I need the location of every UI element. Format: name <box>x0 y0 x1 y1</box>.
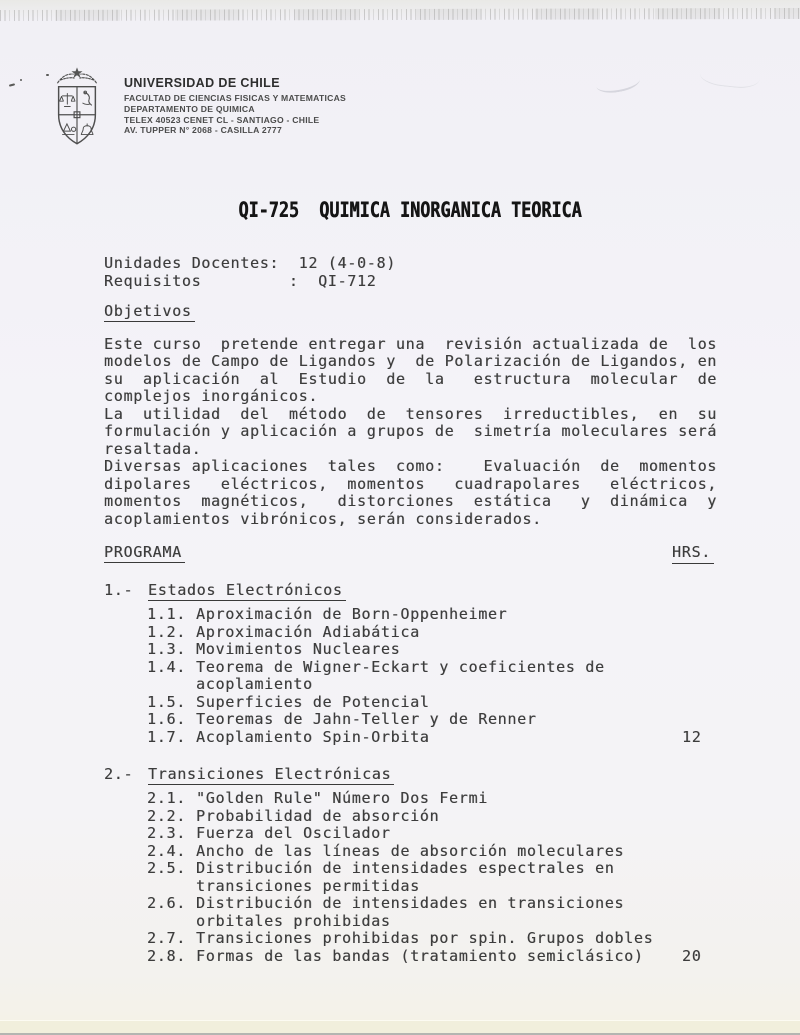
pencil-mark <box>699 57 761 90</box>
paragraph-line: resaltada. <box>104 439 202 458</box>
program-section <box>104 582 720 746</box>
university-seal-logo <box>48 64 106 150</box>
program-item <box>147 930 720 948</box>
program-item <box>147 948 720 966</box>
item-line: Aproximación Adiabática <box>196 622 420 641</box>
item-line: orbitales prohibidas <box>196 911 391 930</box>
scanner-noise-band <box>0 8 800 21</box>
course-meta <box>104 255 720 290</box>
section-number: 2.- <box>104 765 134 783</box>
item-line: Aproximación de Born-Oppenheimer <box>196 605 508 623</box>
item-line: Transiciones prohibidas por spin. Grupos dobles <box>196 929 654 947</box>
item-line: acoplamiento <box>196 675 313 693</box>
program-item <box>147 895 720 930</box>
item-line: transiciones permitidas <box>196 876 420 895</box>
program-item <box>147 659 720 694</box>
item-text <box>196 808 720 826</box>
program-item <box>147 606 720 624</box>
item-line: Teoremas de Jahn-Teller y de Renner <box>196 710 537 728</box>
item-line: Distribución de intensidades espectrales en <box>196 859 615 877</box>
program-item <box>147 843 720 861</box>
paragraph-line: acoplamientos vibrónicos, serán considerados. <box>104 509 542 528</box>
item-text <box>196 729 720 747</box>
item-text <box>196 624 720 642</box>
section-heading <box>104 582 720 600</box>
paragraph-line: modelos de Campo de Ligandos y de Polarización de Ligandos, en <box>104 352 718 370</box>
item-number: 1.3. <box>147 640 186 658</box>
item-line: Distribución de intensidades en transiciones <box>196 894 625 912</box>
letterhead-text <box>124 64 346 150</box>
program-item <box>147 624 720 642</box>
item-text <box>196 711 720 729</box>
letterhead-line: AV. TUPPER N° 2068 - CASILLA 2777 <box>124 125 282 136</box>
paragraph-line: La utilidad del método de tensores irreductibles, en su <box>104 404 718 423</box>
item-number: 1.1. <box>147 605 186 623</box>
pencil-mark <box>595 70 641 95</box>
paragraph-line: momentos magnéticos, distorciones estática y dinámica y <box>104 492 718 510</box>
program-item <box>147 729 720 747</box>
program-item <box>147 641 720 659</box>
next-sheet-edge <box>0 1020 800 1035</box>
item-line: Formas de las bandas (tratamiento semiclásico) <box>196 946 644 965</box>
paragraph-line: su aplicación al Estudio de la estructura molecular de <box>104 369 718 388</box>
item-number: 2.5. <box>147 859 186 877</box>
item-number: 1.2. <box>147 622 186 641</box>
objectives-paragraph <box>104 336 720 529</box>
item-number: 2.8. <box>147 946 186 965</box>
item-line: Fuerza del Oscilador <box>196 824 391 842</box>
program-item <box>147 808 720 826</box>
item-line: Probabilidad de absorción <box>196 806 440 825</box>
paragraph-line: formulación y aplicación a grupos de simetría moleculares será <box>104 422 718 440</box>
program-section <box>104 766 720 965</box>
hours-heading: HRS. <box>672 544 714 564</box>
section-number: 1.- <box>104 581 134 599</box>
item-hours: 12 <box>682 727 702 746</box>
course-title: QI-725 QUIMICA INORGANICA TEORICA <box>238 198 582 223</box>
item-line: Acoplamiento Spin-Orbita <box>196 727 430 746</box>
item-text <box>196 641 720 659</box>
item-text <box>196 790 720 808</box>
program-item <box>147 860 720 895</box>
item-text <box>196 659 720 694</box>
teaching-units-line: Unidades Docentes: 12 (4-0-8) <box>104 254 396 272</box>
item-line: "Golden Rule" Número Dos Fermi <box>196 789 488 807</box>
item-text <box>196 948 720 966</box>
item-number: 2.3. <box>147 824 186 842</box>
star-icon <box>71 67 82 77</box>
item-number: 2.2. <box>147 806 186 825</box>
item-line: Superficies de Potencial <box>196 692 430 711</box>
document-body <box>104 255 720 965</box>
item-number: 2.6. <box>147 894 186 912</box>
program-item <box>147 694 720 712</box>
ink-speck <box>9 83 15 86</box>
section-items <box>104 606 720 746</box>
program-heading: PROGRAMA <box>104 543 185 563</box>
university-name: UNIVERSIDAD DE CHILE <box>124 76 280 90</box>
prerequisites-line: Requisitos : QI-712 <box>104 271 377 290</box>
item-number: 1.7. <box>147 727 186 746</box>
item-number: 1.4. <box>147 657 186 676</box>
item-hours: 20 <box>682 946 702 965</box>
item-line: Ancho de las líneas de absorción moleculares <box>196 841 625 860</box>
item-text <box>196 895 720 930</box>
item-number: 1.6. <box>147 710 186 728</box>
paragraph-line: Diversas aplicaciones tales como: Evaluación de momentos <box>104 457 718 475</box>
letterhead-line: TELEX 40523 CENET CL - SANTIAGO - CHILE <box>124 114 320 125</box>
item-text <box>196 860 720 895</box>
program-sections <box>104 582 720 965</box>
section-heading <box>104 766 720 784</box>
item-number: 2.7. <box>147 929 186 947</box>
program-header-row <box>104 544 720 562</box>
letterhead-line: DEPARTAMENTO DE QUIMICA <box>124 103 255 114</box>
section-title: Transiciones Electrónicas <box>148 765 394 785</box>
item-number: 1.5. <box>147 692 186 711</box>
program-item <box>147 790 720 808</box>
item-text <box>196 825 720 843</box>
letterhead-line: FACULTAD DE CIENCIAS FISICAS Y MATEMATICAS <box>124 93 347 103</box>
program-item <box>147 711 720 729</box>
letterhead <box>48 64 346 150</box>
section-items <box>104 790 720 965</box>
item-number: 2.4. <box>147 841 186 860</box>
item-line: Movimientos Nucleares <box>196 640 401 658</box>
paragraph-line: dipolares eléctricos, momentos cuadrapolares eléctricos, <box>104 474 718 493</box>
objectives-heading-text: Objetivos <box>104 302 195 322</box>
section-title: Estados Electrónicos <box>148 581 346 601</box>
paragraph-line: complejos inorgánicos. <box>104 387 319 405</box>
item-line: Teorema de Wigner-Eckart y coeficientes de <box>196 657 605 676</box>
item-text <box>196 606 720 624</box>
program-item <box>147 825 720 843</box>
paragraph-line: Este curso pretende entregar una revisión actualizada de los <box>104 334 718 353</box>
item-text <box>196 930 720 948</box>
item-text <box>196 694 720 712</box>
ink-speck <box>20 79 22 81</box>
objectives-heading <box>104 303 720 321</box>
item-text <box>196 843 720 861</box>
item-number: 2.1. <box>147 789 186 807</box>
